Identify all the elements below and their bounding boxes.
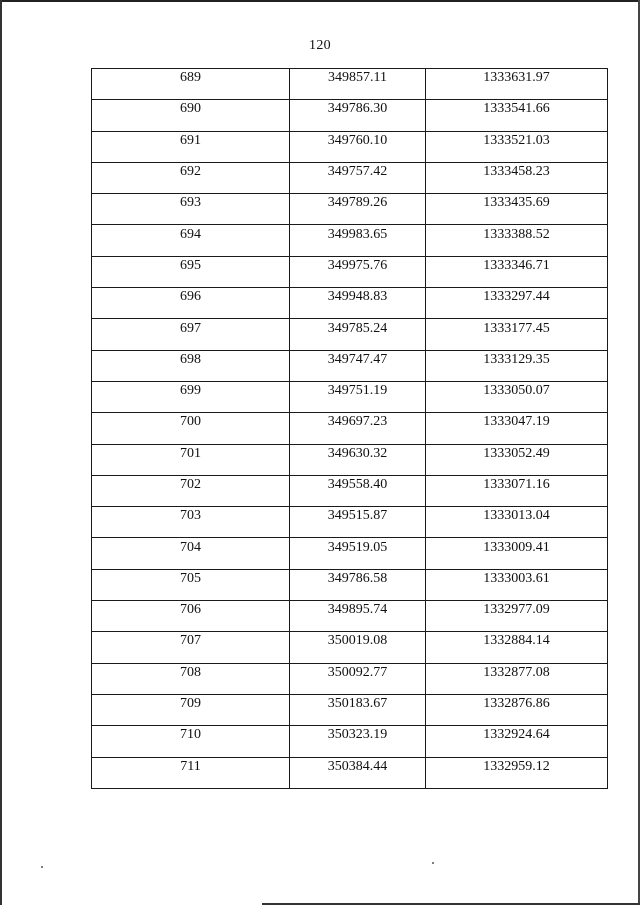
point-id-cell-text: 704 [180, 539, 201, 555]
y-coordinate-cell-text: 1333003.61 [483, 570, 550, 586]
table-row [92, 69, 608, 100]
y-coordinate-cell-text: 1333541.66 [483, 101, 550, 117]
point-id-cell [92, 538, 290, 569]
point-id-cell [92, 569, 290, 600]
point-id-cell [92, 69, 290, 100]
y-coordinate-cell-text: 1333050.07 [483, 383, 550, 399]
x-coordinate-cell [290, 131, 426, 162]
table-row [92, 225, 608, 256]
point-id-cell [92, 726, 290, 757]
x-coordinate-cell-text: 349895.74 [327, 602, 388, 618]
point-id-cell [92, 475, 290, 506]
x-coordinate-cell [290, 694, 426, 725]
table-row [92, 350, 608, 381]
x-coordinate-cell-text: 350183.67 [327, 696, 388, 712]
y-coordinate-cell-text: 1333177.45 [483, 320, 550, 336]
table-row [92, 413, 608, 444]
point-id-cell [92, 413, 290, 444]
y-coordinate-cell-text: 1333297.44 [483, 289, 550, 305]
y-coordinate-cell [426, 162, 608, 193]
y-coordinate-cell [426, 694, 608, 725]
point-id-cell [92, 319, 290, 350]
x-coordinate-cell [290, 569, 426, 600]
point-id-cell [92, 162, 290, 193]
x-coordinate-cell-text: 350019.08 [327, 633, 388, 649]
y-coordinate-cell [426, 319, 608, 350]
y-coordinate-cell [426, 538, 608, 569]
y-coordinate-cell [426, 663, 608, 694]
point-id-cell-text: 700 [180, 414, 201, 430]
table-row [92, 162, 608, 193]
y-coordinate-cell-text: 1333071.16 [483, 477, 550, 492]
y-coordinate-cell-text: 1333458.23 [483, 164, 550, 180]
y-coordinate-cell [426, 726, 608, 757]
x-coordinate-cell-text: 349757.42 [327, 164, 388, 180]
y-coordinate-cell-text: 1333009.41 [483, 539, 550, 555]
point-id-cell [92, 256, 290, 287]
x-coordinate-cell-text: 349751.19 [327, 383, 388, 399]
table-row [92, 757, 608, 788]
scan-edge-left [0, 0, 2, 905]
point-id-cell-text: 702 [180, 477, 201, 492]
point-id-cell-text: 690 [180, 101, 201, 117]
y-coordinate-cell-text: 1333129.35 [483, 351, 550, 367]
y-coordinate-cell [426, 507, 608, 538]
point-id-cell-text: 698 [180, 351, 201, 367]
table-row [92, 569, 608, 600]
coordinate-table [91, 68, 608, 789]
point-id-cell [92, 288, 290, 319]
table-row [92, 319, 608, 350]
point-id-cell-text: 707 [180, 633, 201, 649]
x-coordinate-cell [290, 194, 426, 225]
x-coordinate-cell-text: 349515.87 [327, 508, 388, 524]
point-id-cell-text: 705 [180, 570, 201, 586]
point-id-cell [92, 100, 290, 131]
x-coordinate-cell-text: 349747.47 [327, 351, 388, 367]
table-row [92, 256, 608, 287]
y-coordinate-cell-text: 1333047.19 [483, 414, 550, 430]
x-coordinate-cell [290, 288, 426, 319]
table-row [92, 131, 608, 162]
y-coordinate-cell-text: 1333631.97 [483, 70, 550, 86]
y-coordinate-cell-text: 1332924.64 [483, 727, 550, 743]
x-coordinate-cell-text: 349760.10 [327, 132, 388, 148]
point-id-cell [92, 225, 290, 256]
x-coordinate-cell [290, 663, 426, 694]
y-coordinate-cell-text: 1332877.08 [483, 664, 550, 680]
point-id-cell-text: 696 [180, 289, 201, 305]
point-id-cell-text: 706 [180, 602, 201, 618]
x-coordinate-cell [290, 413, 426, 444]
point-id-cell-text: 703 [180, 508, 201, 524]
point-id-cell [92, 131, 290, 162]
point-id-cell-text: 708 [180, 664, 201, 680]
y-coordinate-cell [426, 288, 608, 319]
x-coordinate-cell [290, 225, 426, 256]
x-coordinate-cell-text: 349630.32 [327, 445, 388, 461]
point-id-cell [92, 381, 290, 412]
point-id-cell [92, 601, 290, 632]
point-id-cell-text: 691 [180, 132, 201, 148]
y-coordinate-cell [426, 131, 608, 162]
y-coordinate-cell-text: 1333052.49 [483, 445, 550, 461]
scan-speck [432, 862, 434, 864]
x-coordinate-cell-text: 350384.44 [327, 758, 388, 774]
point-id-cell-text: 701 [180, 445, 201, 461]
x-coordinate-cell-text: 350323.19 [327, 727, 388, 743]
x-coordinate-cell-text: 349975.76 [327, 257, 388, 273]
y-coordinate-cell [426, 475, 608, 506]
table-row [92, 726, 608, 757]
point-id-cell-text: 697 [180, 320, 201, 336]
x-coordinate-cell [290, 601, 426, 632]
coordinate-table-body [92, 69, 608, 789]
x-coordinate-cell [290, 726, 426, 757]
y-coordinate-cell [426, 69, 608, 100]
x-coordinate-cell [290, 162, 426, 193]
page-number: 120 [309, 38, 331, 53]
y-coordinate-cell-text: 1332959.12 [483, 758, 550, 774]
y-coordinate-cell-text: 1333435.69 [483, 195, 550, 211]
x-coordinate-cell [290, 475, 426, 506]
point-id-cell-text: 710 [180, 727, 201, 743]
table-row [92, 694, 608, 725]
x-coordinate-cell [290, 256, 426, 287]
y-coordinate-cell-text: 1333013.04 [483, 508, 550, 524]
scan-edge-top [0, 0, 640, 2]
y-coordinate-cell [426, 194, 608, 225]
point-id-cell [92, 194, 290, 225]
x-coordinate-cell-text: 349948.83 [327, 289, 388, 305]
x-coordinate-cell-text: 349558.40 [327, 477, 388, 492]
x-coordinate-cell [290, 69, 426, 100]
y-coordinate-cell [426, 225, 608, 256]
x-coordinate-cell-text: 349786.30 [327, 101, 388, 117]
x-coordinate-cell-text: 350092.77 [327, 664, 388, 680]
point-id-cell-text: 695 [180, 257, 201, 273]
y-coordinate-cell [426, 569, 608, 600]
x-coordinate-cell-text: 349519.05 [327, 539, 388, 555]
y-coordinate-cell [426, 381, 608, 412]
y-coordinate-cell-text: 1332876.86 [483, 696, 550, 712]
y-coordinate-cell [426, 757, 608, 788]
table-row [92, 632, 608, 663]
x-coordinate-cell [290, 350, 426, 381]
table-row [92, 538, 608, 569]
point-id-cell [92, 757, 290, 788]
point-id-cell [92, 507, 290, 538]
table-row [92, 601, 608, 632]
y-coordinate-cell [426, 256, 608, 287]
table-row [92, 444, 608, 475]
table-row [92, 100, 608, 131]
x-coordinate-cell-text: 349983.65 [327, 226, 388, 242]
point-id-cell [92, 444, 290, 475]
x-coordinate-cell-text: 349697.23 [327, 414, 388, 430]
y-coordinate-cell [426, 100, 608, 131]
x-coordinate-cell [290, 538, 426, 569]
x-coordinate-cell [290, 100, 426, 131]
x-coordinate-cell [290, 632, 426, 663]
x-coordinate-cell-text: 349857.11 [328, 70, 387, 86]
point-id-cell-text: 693 [180, 195, 201, 211]
x-coordinate-cell [290, 444, 426, 475]
x-coordinate-cell-text: 349785.24 [327, 320, 388, 336]
point-id-cell-text: 699 [180, 383, 201, 399]
table-row [92, 663, 608, 694]
y-coordinate-cell [426, 632, 608, 663]
x-coordinate-cell [290, 381, 426, 412]
y-coordinate-cell [426, 350, 608, 381]
y-coordinate-cell [426, 444, 608, 475]
point-id-cell-text: 692 [180, 164, 201, 180]
point-id-cell-text: 694 [180, 226, 201, 242]
y-coordinate-cell [426, 601, 608, 632]
point-id-cell [92, 663, 290, 694]
y-coordinate-cell-text: 1333388.52 [483, 226, 550, 242]
y-coordinate-cell-text: 1332977.09 [483, 602, 550, 618]
y-coordinate-cell-text: 1332884.14 [483, 633, 550, 649]
y-coordinate-cell-text: 1333521.03 [483, 132, 550, 148]
point-id-cell-text: 711 [180, 758, 201, 774]
scan-speck [41, 866, 43, 868]
point-id-cell [92, 694, 290, 725]
table-row [92, 475, 608, 506]
x-coordinate-cell [290, 319, 426, 350]
y-coordinate-cell [426, 413, 608, 444]
y-coordinate-cell-text: 1333346.71 [483, 257, 550, 273]
x-coordinate-cell [290, 507, 426, 538]
point-id-cell [92, 350, 290, 381]
x-coordinate-cell-text: 349789.26 [327, 195, 388, 211]
table-row [92, 194, 608, 225]
point-id-cell [92, 632, 290, 663]
x-coordinate-cell [290, 757, 426, 788]
table-row [92, 288, 608, 319]
point-id-cell-text: 689 [180, 70, 201, 86]
x-coordinate-cell-text: 349786.58 [327, 570, 388, 586]
table-row [92, 381, 608, 412]
point-id-cell-text: 709 [180, 696, 201, 712]
table-row [92, 507, 608, 538]
